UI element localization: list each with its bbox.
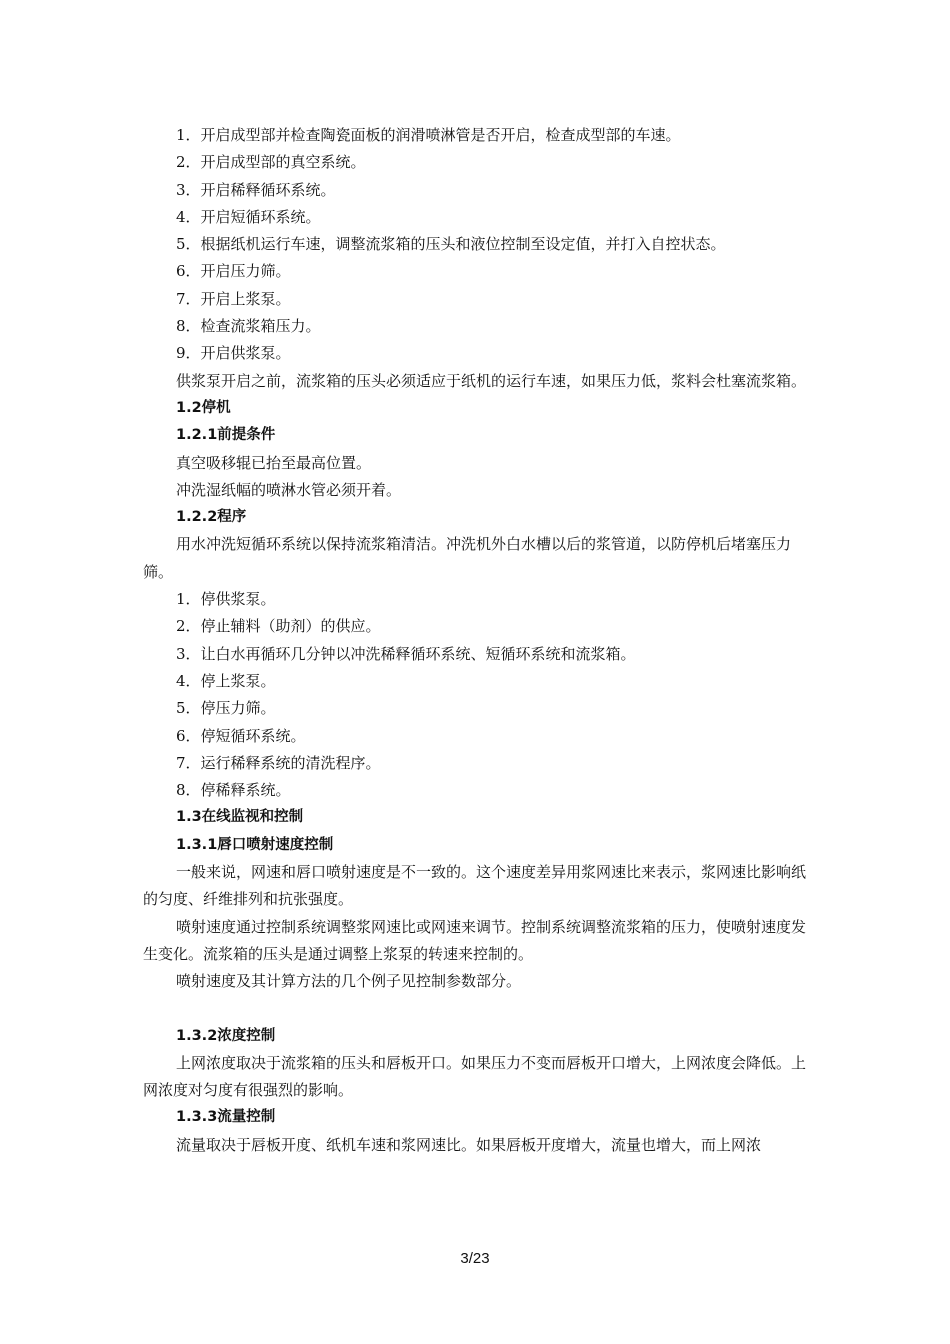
stop-step-1: 1．停供浆泵。 bbox=[176, 590, 276, 609]
stop-step-4: 4．停上浆泵。 bbox=[176, 671, 276, 690]
stop-step-6: 6．停短循环系统。 bbox=[176, 726, 306, 745]
paragraph: 用水冲洗短循环系统以保持流浆箱清洁。冲洗机外白水槽以后的浆管道，以防停机后堵塞压力筛。 bbox=[143, 535, 792, 581]
start-step-8: 8．检查流浆箱压力。 bbox=[176, 317, 321, 336]
paragraph: 喷射速度通过控制系统调整浆网速比或网速来调节。控制系统调整流浆箱的压力，使喷射速度发生变化。流浆箱的压头是通过调整上浆泵的转速来控制的。 bbox=[143, 917, 807, 963]
start-step-9: 9．开启供浆泵。 bbox=[176, 344, 291, 363]
subsection-heading-1-2-2: 1.2.2程序 bbox=[176, 509, 247, 526]
start-step-3: 3．开启稀释循环系统。 bbox=[176, 180, 336, 199]
start-step-1: 1．开启成型部并检查陶瓷面板的润滑喷淋管是否开启，检查成型部的车速。 bbox=[176, 126, 681, 144]
paragraph: 喷射速度及其计算方法的几个例子见控制参数部分。 bbox=[176, 972, 522, 991]
start-note: 供浆泵开启之前，流浆箱的压头必须适应于纸机的运行车速，如果压力低，浆料会杜塞流浆箱。 bbox=[176, 371, 807, 390]
section-heading-1-2: 1.2停机 bbox=[176, 399, 231, 416]
start-step-5: 5．根据纸机运行车速，调整流浆箱的压头和液位控制至设定值，并打入自控状态。 bbox=[176, 235, 726, 254]
subsection-heading-1-2-1: 1.2.1前提条件 bbox=[176, 427, 276, 444]
stop-step-2: 2．停止辅料（助剂）的供应。 bbox=[176, 617, 381, 636]
stop-step-7: 7．运行稀释系统的清洗程序。 bbox=[176, 753, 381, 772]
subsection-heading-1-3-3: 1.3.3流量控制 bbox=[176, 1109, 276, 1126]
start-step-7: 7．开启上浆泵。 bbox=[176, 289, 291, 308]
paragraph: 上网浓度取决于流浆箱的压头和唇板开口。如果压力不变而唇板开口增大，上网浓度会降低。上网浓度对匀度有很强烈的影响。 bbox=[143, 1053, 807, 1100]
stop-step-3: 3．让白水再循环几分钟以冲洗稀释循环系统、短循环系统和流浆箱。 bbox=[176, 644, 636, 663]
start-step-4: 4．开启短循环系统。 bbox=[176, 207, 321, 226]
paragraph: 冲洗湿纸幅的喷淋水管必须开着。 bbox=[176, 480, 402, 499]
stop-step-8: 8．停稀释系统。 bbox=[176, 781, 291, 800]
spacer bbox=[143, 996, 809, 1023]
page-content bbox=[143, 122, 809, 1159]
start-step-6: 6．开启压力筛。 bbox=[176, 262, 291, 281]
page-number: 3/23 bbox=[460, 1250, 490, 1267]
stop-step-5: 5．停压力筛。 bbox=[176, 699, 276, 718]
paragraph: 真空吸移辊已抬至最高位置。 bbox=[176, 453, 372, 472]
paragraph: 一般来说，网速和唇口喷射速度是不一致的。这个速度差异用浆网速比来表示，浆网速比影响纸的匀度、纤维排列和抗张强度。 bbox=[143, 863, 807, 909]
start-step-2: 2．开启成型部的真空系统。 bbox=[176, 153, 366, 172]
subsection-heading-1-3-1: 1.3.1唇口喷射速度控制 bbox=[176, 836, 334, 853]
paragraph: 流量取决于唇板开度、纸机车速和浆网速比。如果唇板开度增大，流量也增大，而上网浓 bbox=[176, 1135, 762, 1154]
subsection-heading-1-3-2: 1.3.2浓度控制 bbox=[176, 1027, 276, 1044]
section-heading-1-3: 1.3在线监视和控制 bbox=[176, 809, 304, 826]
